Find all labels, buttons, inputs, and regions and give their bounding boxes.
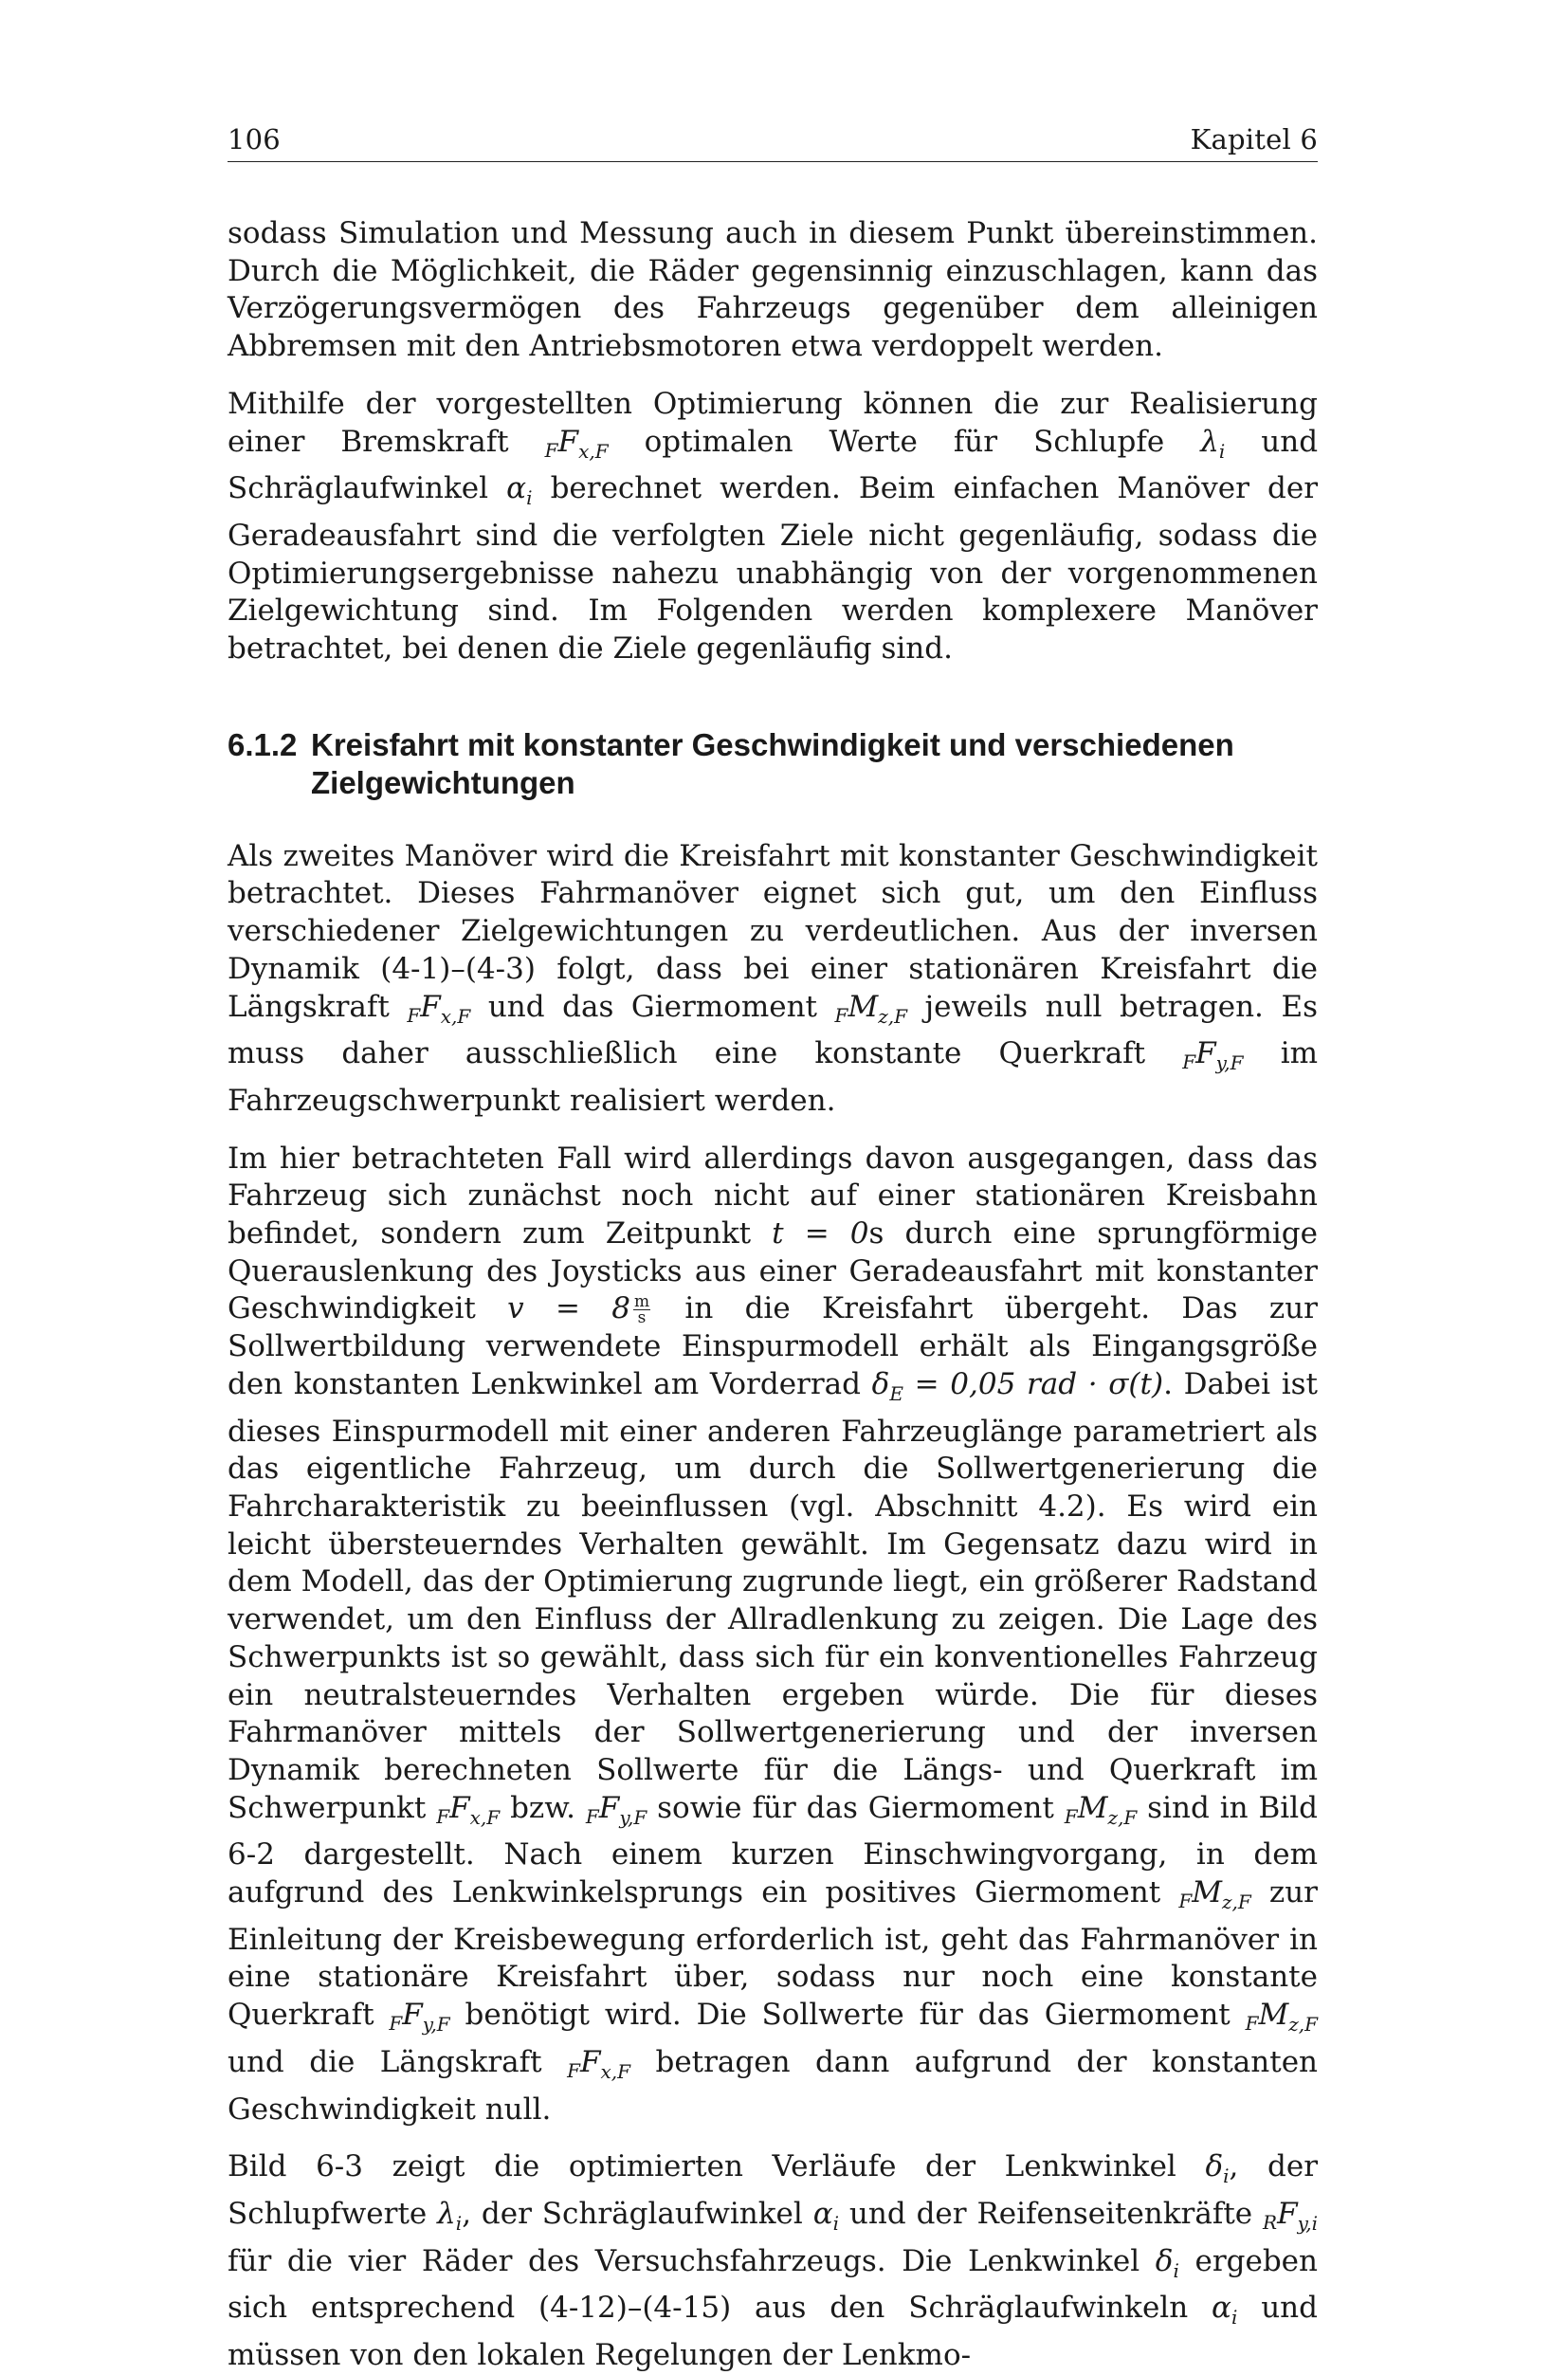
section-number: 6.1.2 [228,726,298,762]
document-page [228,123,1318,2375]
formula-alpha-i: $\alpha_i$ [506,471,533,510]
paragraph-2: Mithilfe der vorgestellten Optimierung können die zur Realisierung einer Bremskraft $_FF_{x,F}$ optimalen Werte für Schlupfe $\lambda_i$ und Schräglaufwinkel $\alpha_i$ berechnet werden. Beim einfachen Manöver der Geradeausfahrt sind die verfolgten Ziele nicht gegenläufig, sodass die Optimierungsergebnisse nahezu unabhängig von der vorgenommenen Zielgewichtung sind. Im Folgenden werden komplexere Manöver betrachtet, bei denen die Ziele gegenläufig sind. [228,386,1319,667]
section-heading [228,726,1318,802]
running-header [228,123,1318,162]
page-number: 106 [228,123,281,155]
paragraph-5: Bild 6-3 zeigt die optimierten Verläufe der Lenkwinkel $\delta_i$, der Schlupfwerte $\lambda_i$, der Schräglaufwinkel $\alpha_i$ und der Reifenseitenkräfte $_RF_{y,i}$ für die vier Räder des Versuchsfahrzeugs. Die Lenkwinkel $\delta_i$ ergeben sich entsprechend (4-12)–(4-15) aus den Schräglaufwinkeln $\alpha_i$ und müssen von den lokalen Regelungen der Lenkmo- [228,2149,1319,2373]
section-title-text: Kreisfahrt mit konstanter Geschwindigkeit und verschiedenen Zielgewichtungen [311,726,1234,800]
formula-time: t = 0s [772,1216,884,1251]
formula-lambda-i: $\lambda_i$ [1200,424,1226,463]
chapter-label: Kapitel 6 [1190,123,1318,155]
formula-velocity: v = 8 $\frac{m}{s}$ [507,1291,650,1328]
formula-steering-angle: $\delta_E = 0,05$ rad · σ(t) [871,1366,1164,1405]
paragraph-3: Als zweites Manöver wird die Kreisfahrt mit konstanter Geschwindigkeit betrachtet. Dieses Fahrmanöver eignet sich gut, um den Einfluss verschiedener Zielgewichtungen zu verdeutlichen. Aus der inversen Dynamik (4-1)–(4-3) folgt, dass bei einer stationären Kreisfahrt die Längskraft $_FF_{x,F}$ und das Giermoment $_FM_{z,F}$ jeweils null betragen. Es muss daher ausschließlich eine konstante Querkraft $_FF_{y,F}$ im Fahrzeugschwerpunkt realisiert werden. [228,838,1318,1118]
paragraph-4: Im hier betrachteten Fall wird allerdings davon ausgegangen, dass das Fahrzeug sich zunächst noch nicht auf einer stationären Kreisbahn befindet, sondern zum Zeitpunkt t = 0s durch eine sprungförmige Querauslenkung des Joysticks aus einer Geradeausfahrt mit konstanter Geschwindigkeit v = 8 $\frac{m}{s}$ in die Kreisfahrt übergeht. Das zur Sollwertbildung verwendete Einspurmodell erhält als Eingangsgröße den konstanten Lenkwinkel am Vorderrad $\delta_E = 0,05$ rad · σ(t). Dabei ist dieses Einspurmodell mit einer anderen Fahrzeuglänge parametriert als das eigentliche Fahrzeug, um durch die Sollwertgenerierung die Fahrcharakteristik zu beeinflussen (vgl. Abschnitt 4.2). Es wird ein leicht übersteuerndes Verhalten gewählt. Im Gegensatz dazu wird in dem Modell, das der Optimierung zugrunde liegt, ein größerer Radstand verwendet, um den Einfluss der Allradlenkung zu zeigen. Die Lage des Schwerpunkts ist so gewählt, dass sich für ein konventionelles Fahrzeug ein neutralsteuerndes Verhalten ergeben würde. Die für dieses Fahrmanöver mittels der Sollwertgenerierung und der inversen Dynamik berechneten Sollwerte für die Längs- und Querkraft im Schwerpunkt $_FF_{x,F}$ bzw. $_FF_{y,F}$ sowie für das Giermoment $_FM_{z,F}$ sind in Bild 6-2 dargestellt. Nach einem kurzen Einschwingvorgang, in dem aufgrund des Lenkwinkelsprungs ein positives Giermoment $_FM_{z,F}$ zur Einleitung der Kreisbewegung erforderlich ist, geht das Fahrmanöver in eine stationäre Kreisfahrt über, sodass nur noch eine konstante Querkraft $_FF_{y,F}$ benötigt wird. Die Sollwerte für das Giermoment $_FM_{z,F}$ und die Längskraft $_FF_{x,F}$ betragen dann aufgrund der konstanten Geschwindigkeit null. [228,1141,1319,2127]
formula-brake-force: $_FF_{x,F}$ [544,424,609,463]
paragraph-1: sodass Simulation und Messung auch in diesem Punkt übereinstimmen. Durch die Möglichkeit, die Räder gegensinnig einzuschlagen, kann das Verzögerungsvermögen des Fahrzeugs gegenüber dem alleinigen Abbremsen mit den Antriebsmotoren etwa verdoppelt werden. [228,216,1318,364]
